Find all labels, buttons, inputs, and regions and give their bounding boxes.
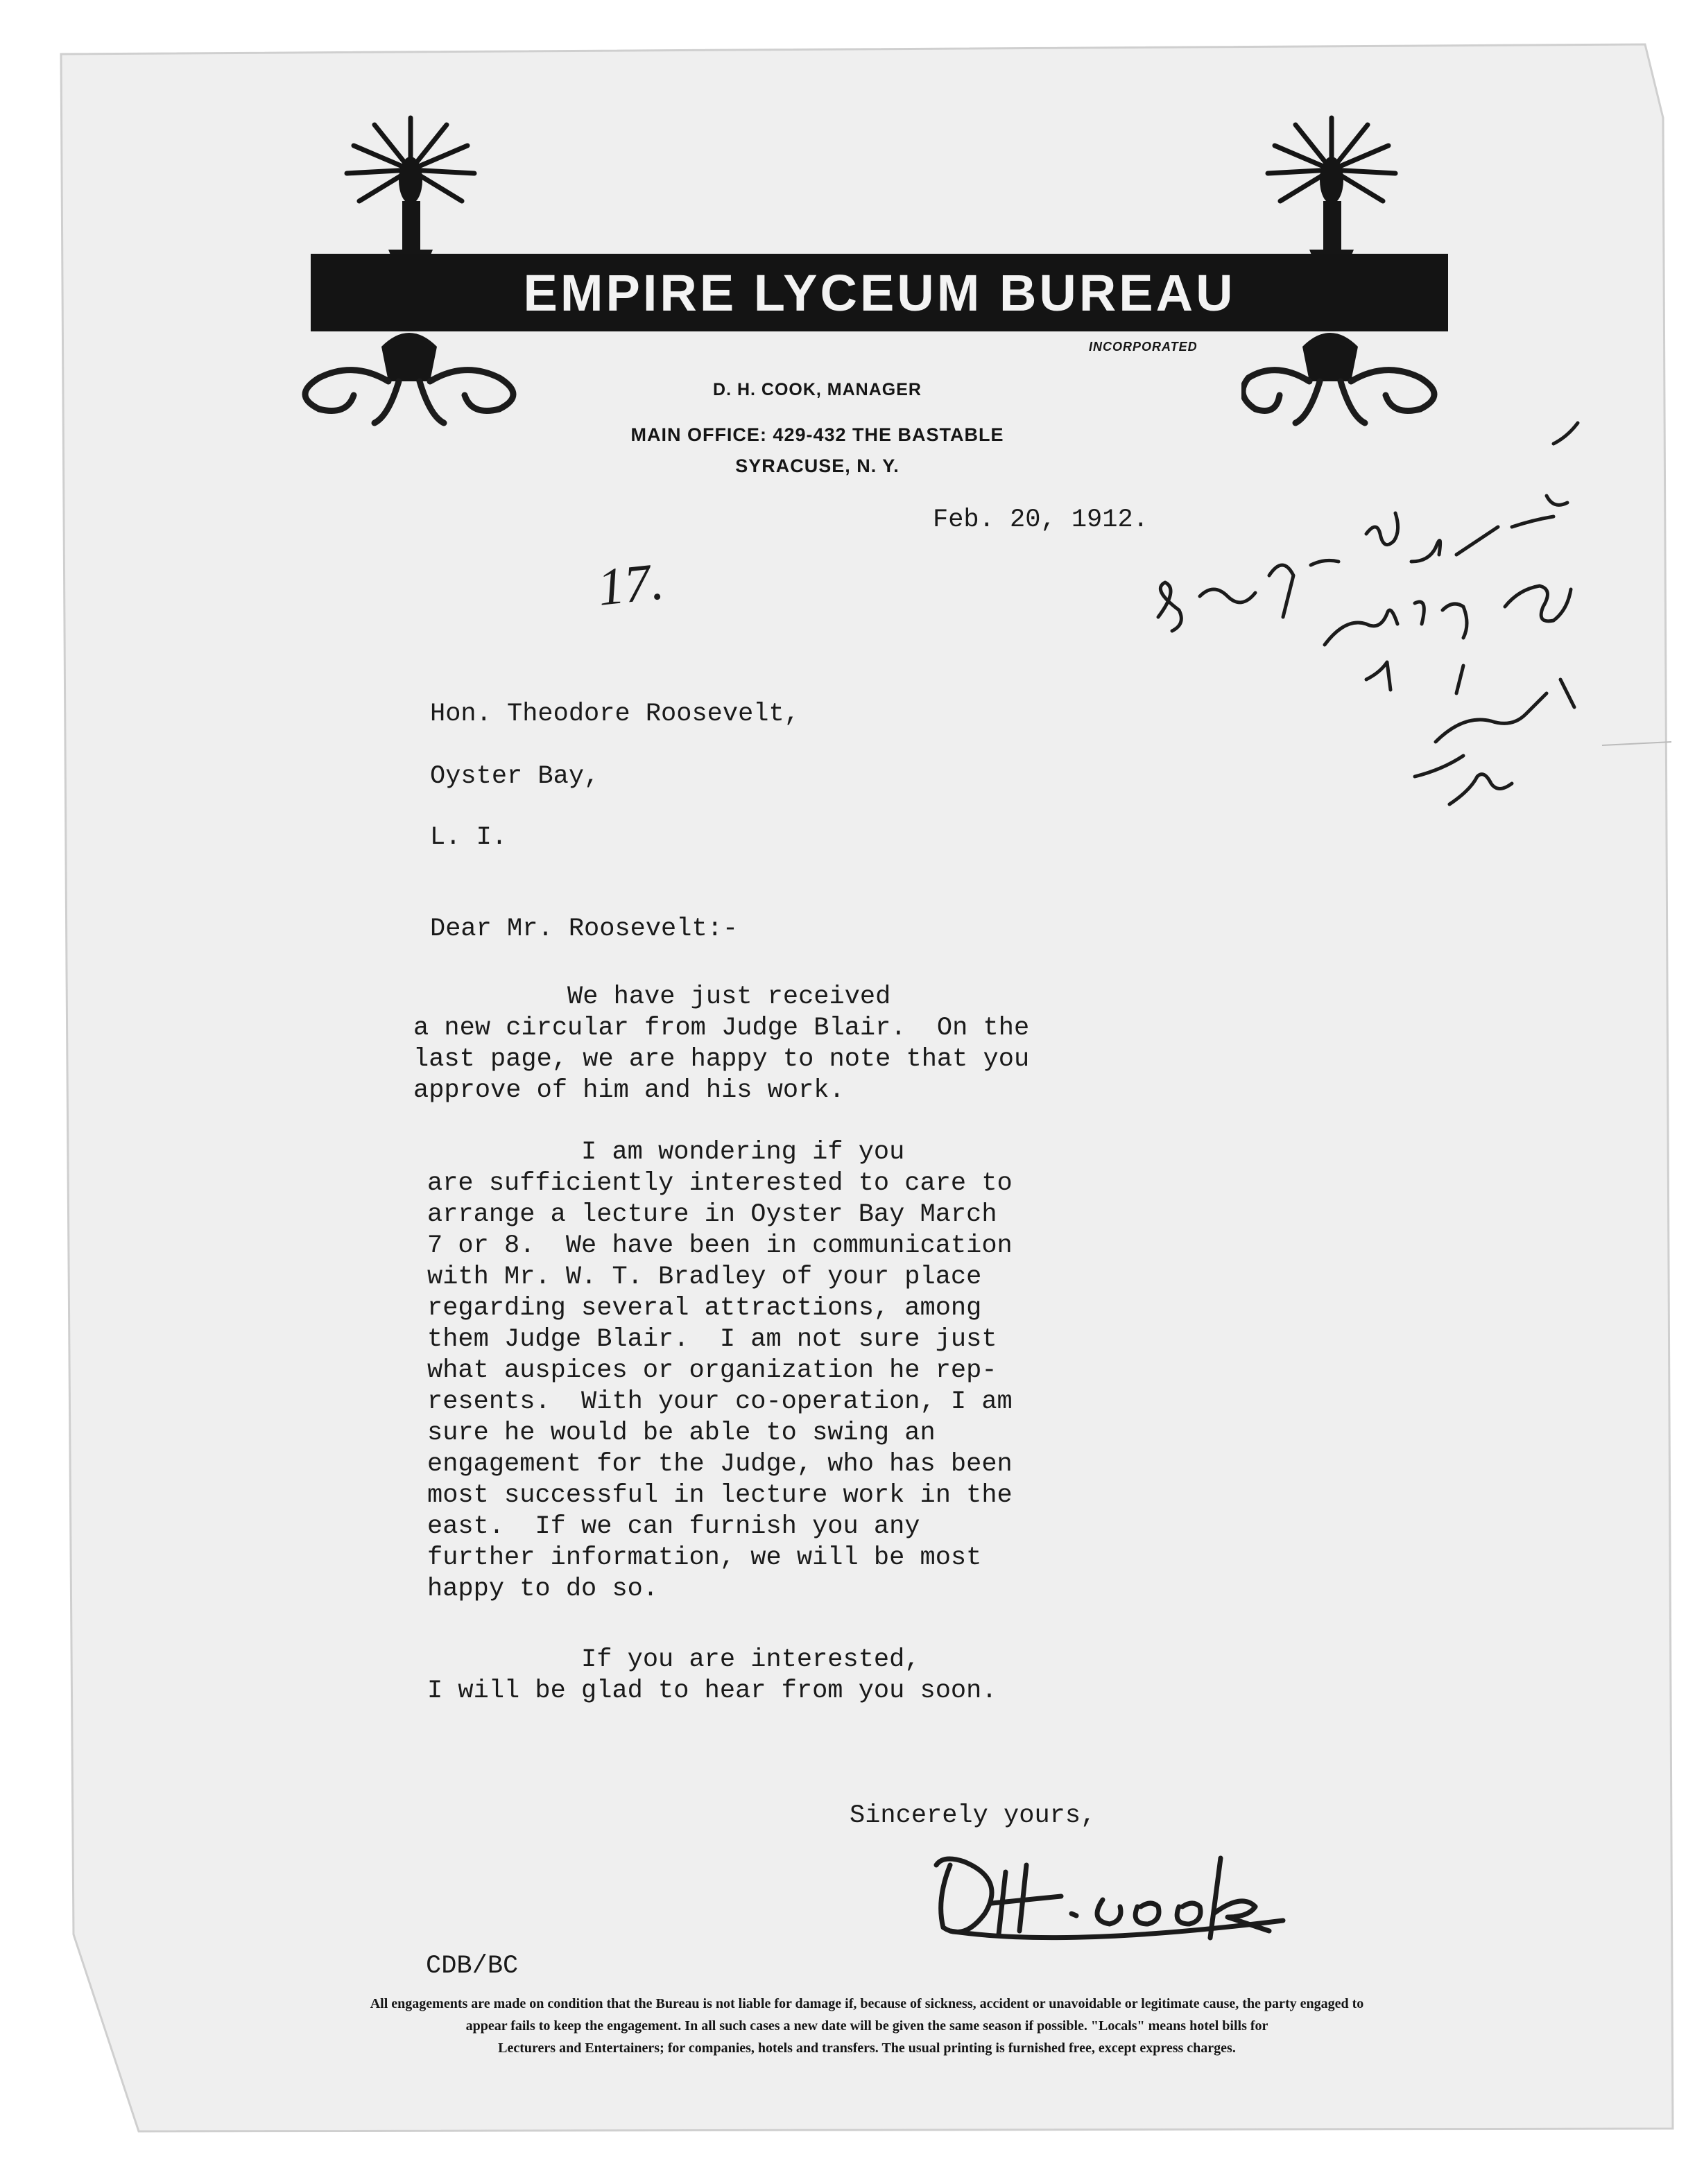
- body-paragraph-1: We have just received a new circular from Judge Blair. On the last page, we are happy to note that you approve of him and his work.: [413, 982, 1030, 1105]
- footer-line-1: All engagements are made on condition that the Bureau is not liable for damage if, because of sickness, accident or unavoidable or legitimate cause, the party engaged to: [370, 1996, 1364, 2011]
- letter-date: Feb. 20, 1912.: [933, 505, 1148, 535]
- body-paragraph-3: If you are interested, I will be glad to hear from you soon.: [427, 1645, 997, 1706]
- footer-line-2: appear fails to keep the engagement. In all such cases a new date will be given the same season if possible. "Locals" means hotel bills for: [465, 2018, 1268, 2034]
- closing: Sincerely yours,: [850, 1801, 1096, 1830]
- salutation: Dear Mr. Roosevelt:-: [430, 915, 739, 944]
- recipient-town: Oyster Bay,: [430, 762, 600, 791]
- office-address: MAIN OFFICE: 429-432 THE BASTABLE: [630, 424, 1004, 445]
- signature-icon: [922, 1844, 1380, 1955]
- shorthand-notes: [1137, 416, 1637, 832]
- recipient-region: L. I.: [430, 823, 508, 852]
- company-name: EMPIRE LYCEUM BUREAU: [523, 263, 1236, 322]
- body-paragraph-2: I am wondering if you are sufficiently interested to care to arrange a lecture in Oyster Bay March 7 or 8. We have been in communication with Mr. W. T. Bradley of your place regarding several attractions, among them Judge Blair. I am not sure just what auspices or organization he rep- resents. With your co-operation, I am sure he would be able to swing an engagement for the Judge, who has been most successful in lecture work in the east. If we can furnish you any further information, we will be most happy to do so.: [427, 1138, 1013, 1604]
- office-city: SYRACUSE, N. Y.: [735, 456, 900, 476]
- recipient-name: Hon. Theodore Roosevelt,: [430, 700, 800, 729]
- manager-line: D. H. COOK, MANAGER: [713, 380, 922, 399]
- incorporated-label: INCORPORATED: [1089, 340, 1198, 354]
- footer-terms: [160, 1993, 1574, 2059]
- typist-initials: CDB/BC: [426, 1952, 519, 1981]
- footer-line-3: Lecturers and Entertainers; for companies, hotels and transfers. The usual printing is furnished free, except express charges.: [498, 2040, 1236, 2056]
- handwritten-number: 17.: [594, 552, 667, 617]
